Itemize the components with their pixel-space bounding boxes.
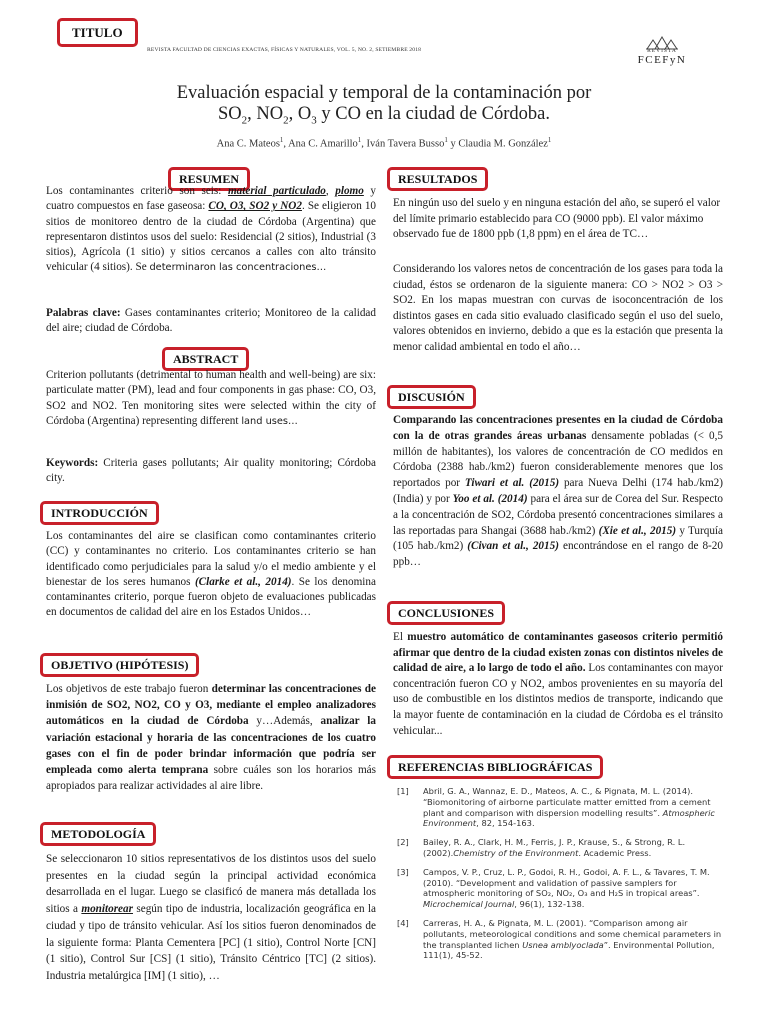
reference-item: [2] Bailey, R. A., Clark, H. M., Ferris, J. P., Krause, S., & Strong, R. L. (2002).Chemistry of the Environment. Academic Press. [397,837,686,858]
reference-item: [4] Carreras, H. A., & Pignata, M. L. (2001). “Comparison among air pollutants, meteorological conditions and some chemical parameters in the transplanted lichen Usnea amblyoclada”. Environmental Pollution, 111(1), 45-52. [397,917,722,961]
journal-line: REVISTA FACULTAD DE CIENCIAS EXACTAS, FÍSICAS Y NATURALES, VOL. 5, NO. 2, SETIEMBRE 2018 [147,47,422,53]
abstract-tag: ABSTRACT [162,347,249,371]
reference-item: [1] Abril, G. A., Wannaz, E. D., Mateos, A. C., & Pignata, M. L. (2014). “Biomonitoring of airborne particulate matter emitted from a cement plant and comparison with dispersion modelling results”. Atmospheric Environment, 82, 154-163. [397,786,715,829]
resumen-tag: RESUMEN [168,167,250,191]
palabras-clave: Palabras clave: Gases contaminantes criterio; Monitoreo de la calidad del aire; ciudad de Córdoba. [46,307,376,335]
title-line-2: $SO_2$, $NO_2$, $O_3$ y CO en la ciudad de Córdoba. [217,104,550,127]
authors: Ana C. Mateos$^1$, Ana C. Amarillo$^1$, Iván Tavera Busso$^1$ y Claudia M. González$^1$ [216,136,552,150]
resumen-text: Los contaminantes criterio son seis: material particulado, plomo y cuatro compuestos en fase gaseosa: CO, O3, SO2 y NO2. Se eligieron 10 sitios de monitoreo dentro de la ciudad de Córdoba (Argentina) que representaron distintos usos del suelo: Residencial (2 sitios), Industrial (3 sitios), Agrícola (1 sitio) y sitios cercanos a calles con alto tránsito vehicular (4 sitios). Se determinaron las concentraciones… [46,185,377,274]
logo-small-text: REVISTA [647,48,677,54]
introduccion-text: Los contaminantes del aire se clasifican como contaminantes criterio (CC) y contaminantes no criterio. Los contaminantes criterio se han identificado como perjudiciales para la salud y/o el medio ambiente y el bienestar de los seres humanos (Clarke et al., 2014). Se los denomina contaminantes criterio, porque fueron objeto de evaluaciones publicadas en documentos de calidad del aire en los Estados Unidos… [46,530,376,619]
paper-title [100,83,668,132]
titulo-tag: TITULO [57,18,138,47]
title-line-1: Evaluación espacial y temporal de la contaminación por [176,83,592,103]
reference-list [397,786,723,969]
metodologia-tag: METODOLOGÍA [40,822,156,846]
discusion-text: Comparando las concentraciones presentes en la ciudad de Córdoba con la de otras grandes áreas urbanas densamente pobladas (< 0,5 millón de habitantes), los valores de concentración de CO medidos en Córdoba (2388 hab./km2) fueron considerablemente menores que los reportados por Tiwari et al. (2015) para Nueva Delhi (174 hab./km2) (India) y por Yoo et al. (2014) para el área sur de Corea del Sur. Respecto a la concentración de SO2, Córdoba presentó concentraciones similares a las reportadas para Shangai (3688 hab./km2) (Xie et al., 2015) y Turquía (105 hab./km2) (Civan et al., 2015) encontrándose en el rango de 8-20 ppb… [393,414,724,569]
logo-big-text: FCEFyN [637,54,687,66]
objetivo-text: Los objetivos de este trabajo fueron determinar las concentraciones de inmisión de SO2, NO2, CO y O3, mediante el empleo analizadores automáticos en la ciudad de Córdoba y…Además, analizar la variación estacional y horaria de las concentraciones de los cuatro gases con el fin de poder brindar información que podría ser empleada como alerta temprana sobre cuáles son los horarios más apropiados para realizar actividades al aire libre. [46,683,376,793]
resultados-text-2: Considerando los valores netos de concentración de los gases para toda la ciudad, éstos se ordenaron de la siguiente manera: CO > NO2 > O3 > SO2. En los mapas muestran con curvas de isoconcentración de los distintos gases en cada sitio evaluado clasificado según el uso del suelo, valores obtenidos en invierno, debido a que es la estación que presenta la menor calidad ambiental en todo el año… [393,263,723,353]
reference-item: [3] Campos, V. P., Cruz, L. P., Godoi, R. H., Godoi, A. F. L., & Tavares, T. M. (2010). “Development and validation of passive samplers for atmospheric monitoring of SO₂, NO₂, O₃ and H₂S in tropical areas”. Microchemical Journal, 96(1), 132-138. [397,866,710,910]
abstract-text: Criterion pollutants (detrimental to human health and well-being) are six: particulate matter (PM), lead and four components in gas phase: CO, O3, SO2 and NO2. Ten monitoring sites were selected within the city of Córdoba (Argentina) representing different land uses… [46,369,376,427]
referencias-tag: REFERENCIAS BIBLIOGRÁFICAS [387,755,603,779]
discusion-tag: DISCUSIÓN [387,385,476,409]
objetivo-tag: OBJETIVO (HIPÓTESIS) [40,653,199,677]
keywords: Keywords: Criteria gases pollutants; Air quality monitoring; Córdoba city. [46,457,376,485]
metodologia-text: Se seleccionaron 10 sitios representativos de los distintos usos del suelo presentes en la ciudad según la principal actividad económica desarrollada en el lugar. Luego se clasificó de manera más detallada los sitios a monitorear según tipo de industria, localización geográfica en la ciudad y tipo de tránsito vehicular. Así los sitios fueron denominados de la siguiente forma: Planta Cementera [PC] (1 sitio), Control Norte [CN] (1 sitio), Control Sur [CS] (1 sitio), Tránsito Céntrico [TC] (2 sitios). Industria metalúrgica [IM] (1 sitio), … [46,853,376,982]
introduccion-tag: INTRODUCCIÓN [40,501,159,525]
conclusiones-text: El muestro automático de contaminantes gaseosos criterio permitió afirmar que dentro de la ciudad existen zonas con distintos niveles de calidad de aire, a lo largo de todo el año. Los contaminantes con mayor concentración fueron CO y NO2, ambos provenientes en su mayoría del uso de combustible en los distintos medios de transporte, indicando que la mayor fuente de contaminación en la ciudad de Córdoba es el tránsito vehicular... [393,631,723,737]
resultados-tag: RESULTADOS [387,167,488,191]
resultados-text-1: En ningún uso del suelo y en ninguna estación del año, se superó el valor del límite primario establecido para CO (9000 ppb). El valor máximo observado fue de 1800 ppb (1,8 ppm) en el área de TC… [393,197,721,241]
journal-logo [622,36,702,74]
conclusiones-tag: CONCLUSIONES [387,601,505,625]
